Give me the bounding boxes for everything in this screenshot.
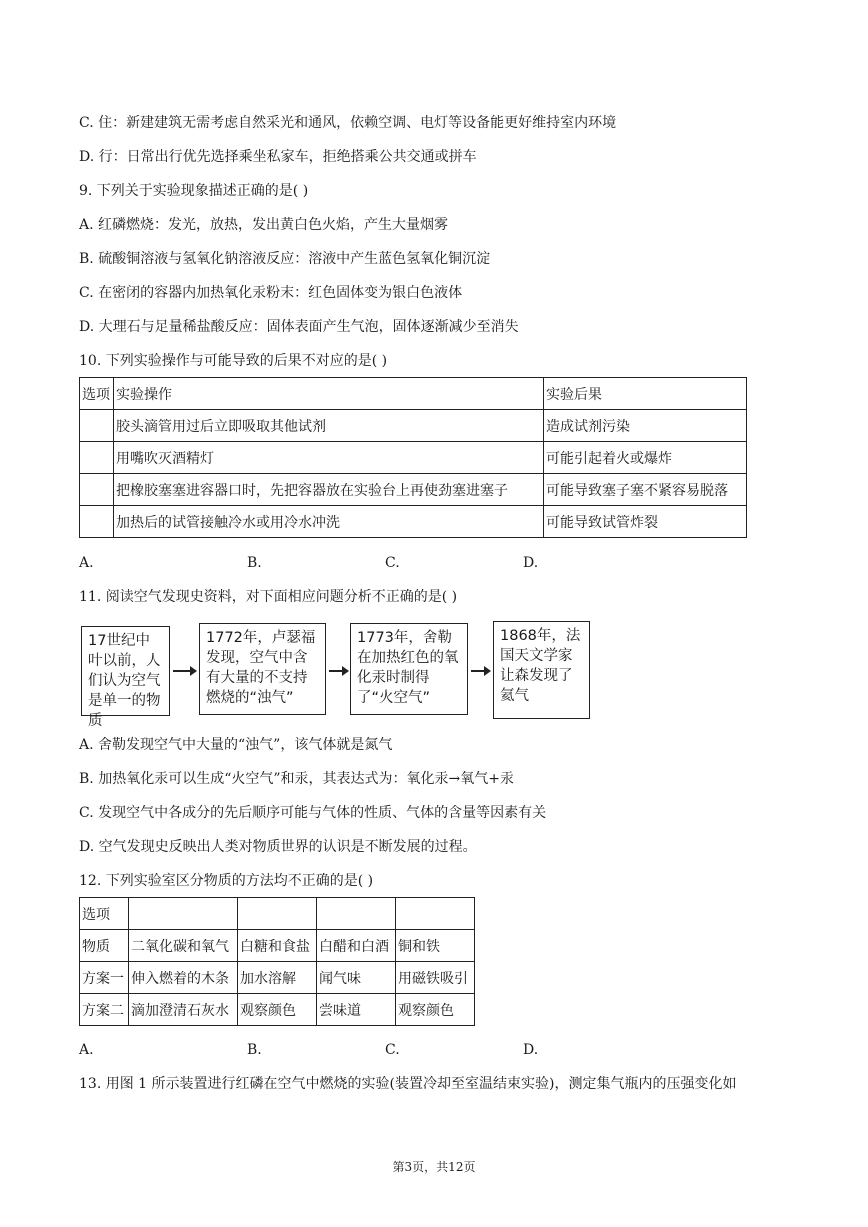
table-row bbox=[80, 506, 747, 538]
question-11: 11. 阅读空气发现史资料，对下面相应问题分析不正确的是( ) bbox=[79, 589, 458, 605]
table-row bbox=[80, 994, 475, 1026]
table-row bbox=[80, 930, 475, 962]
table-cell: 方案二 bbox=[80, 994, 129, 1026]
header-cell: 实验操作 bbox=[114, 378, 544, 410]
table-cell: 把橡胶塞塞进容器口时，先把容器放在实验台上再使劲塞进塞子 bbox=[114, 474, 544, 506]
q11-option-c: C. 发现空气中各成分的先后顺序可能与气体的性质、气体的含量等因素有关 bbox=[79, 805, 547, 821]
table-cell: 闻气味 bbox=[317, 962, 396, 994]
table-cell: 观察颜色 bbox=[238, 994, 317, 1026]
question-9: 9. 下列关于实验现象描述正确的是( ) bbox=[79, 183, 309, 199]
table-row bbox=[80, 442, 747, 474]
question-13: 13. 用图 1 所示装置进行红磷在空气中燃烧的实验(装置冷却至室温结束实验)，测定集气瓶内的压强变化如 bbox=[79, 1076, 737, 1092]
air-discovery-flowchart bbox=[79, 621, 599, 729]
option-c-line: C. 住：新建建筑无需考虑自然采光和通风，依赖空调、电灯等设备能更好维持室内环境 bbox=[79, 115, 617, 131]
table-row bbox=[80, 962, 475, 994]
table-cell: 二氧化碳和氧气 bbox=[129, 930, 238, 962]
table-cell: 造成试剂污染 bbox=[544, 410, 747, 442]
arrow-icon bbox=[329, 670, 347, 672]
table-cell bbox=[238, 898, 317, 930]
page-footer: 第3页，共12页 bbox=[392, 1160, 476, 1174]
choice-a: A. bbox=[79, 1042, 94, 1058]
table-cell bbox=[80, 474, 114, 506]
choice-d: D. bbox=[523, 1042, 539, 1058]
q11-option-d: D. 空气发现史反映出人类对物质世界的认识是不断发展的过程。 bbox=[79, 839, 477, 855]
q9-option-c: C. 在密闭的容器内加热氧化汞粉末：红色固体变为银白色液体 bbox=[79, 285, 463, 301]
header-cell: 实验后果 bbox=[544, 378, 747, 410]
table-cell: 胶头滴管用过后立即吸取其他试剂 bbox=[114, 410, 544, 442]
flow-box-3: 1773年，舍勒在加热红色的氧化汞时制得了“火空气” bbox=[350, 623, 468, 715]
q9-option-b: B. 硫酸铜溶液与氢氧化钠溶液反应：溶液中产生蓝色氢氧化铜沉淀 bbox=[79, 251, 491, 267]
table-cell: 用磁铁吸引 bbox=[396, 962, 475, 994]
choice-c: C. bbox=[385, 1042, 400, 1058]
table-cell: 铜和铁 bbox=[396, 930, 475, 962]
choice-b: B. bbox=[247, 1042, 262, 1058]
choice-b: B. bbox=[247, 555, 262, 571]
arrow-icon bbox=[173, 670, 195, 672]
option-d-line: D. 行：日常出行优先选择乘坐私家车，拒绝搭乘公共交通或拼车 bbox=[79, 149, 477, 165]
header-cell: 选项 bbox=[80, 378, 114, 410]
table-header-row bbox=[80, 378, 747, 410]
question-10: 10. 下列实验操作与可能导致的后果不对应的是( ) bbox=[79, 353, 388, 369]
table-cell bbox=[80, 442, 114, 474]
table-row bbox=[80, 898, 475, 930]
q10-table bbox=[79, 377, 747, 538]
table-row bbox=[80, 410, 747, 442]
table-cell: 选项 bbox=[80, 898, 129, 930]
table-cell bbox=[80, 506, 114, 538]
choice-c: C. bbox=[385, 555, 400, 571]
table-cell bbox=[129, 898, 238, 930]
table-cell: 物质 bbox=[80, 930, 129, 962]
q9-option-a: A. 红磷燃烧：发光，放热，发出黄白色火焰，产生大量烟雾 bbox=[79, 217, 449, 233]
table-cell: 滴加澄清石灰水 bbox=[129, 994, 238, 1026]
choice-d: D. bbox=[523, 555, 539, 571]
table-cell: 方案一 bbox=[80, 962, 129, 994]
choice-a: A. bbox=[79, 555, 94, 571]
table-cell bbox=[396, 898, 475, 930]
table-cell bbox=[317, 898, 396, 930]
table-cell: 可能引起着火或爆炸 bbox=[544, 442, 747, 474]
table-cell: 观察颜色 bbox=[396, 994, 475, 1026]
table-cell: 白醋和白酒 bbox=[317, 930, 396, 962]
table-cell: 伸入燃着的木条 bbox=[129, 962, 238, 994]
table-cell: 加水溶解 bbox=[238, 962, 317, 994]
table-cell bbox=[80, 410, 114, 442]
q11-option-a: A. 舍勒发现空气中大量的“浊气”，该气体就是氮气 bbox=[79, 737, 393, 753]
q12-table bbox=[79, 897, 475, 1026]
table-cell: 可能导致试管炸裂 bbox=[544, 506, 747, 538]
question-12: 12. 下列实验室区分物质的方法均不正确的是( ) bbox=[79, 873, 374, 889]
table-cell: 可能导致塞子塞不紧容易脱落 bbox=[544, 474, 747, 506]
q11-option-b: B. 加热氧化汞可以生成“火空气”和汞，其表达式为：氧化汞→氧气+汞 bbox=[79, 771, 514, 787]
flow-box-4: 1868年，法国天文学家让森发现了氦气 bbox=[493, 621, 590, 719]
table-row bbox=[80, 474, 747, 506]
flow-box-2: 1772年，卢瑟福发现，空气中含有大量的不支持燃烧的“浊气” bbox=[199, 623, 326, 715]
q9-option-d: D. 大理石与足量稀盐酸反应：固体表面产生气泡，固体逐渐减少至消失 bbox=[79, 319, 519, 335]
table-cell: 加热后的试管接触冷水或用冷水冲洗 bbox=[114, 506, 544, 538]
table-cell: 白糖和食盐 bbox=[238, 930, 317, 962]
flow-box-1: 17世纪中叶以前，人们认为空气是单一的物质 bbox=[81, 626, 170, 716]
table-cell: 尝味道 bbox=[317, 994, 396, 1026]
arrow-icon bbox=[471, 670, 489, 672]
table-cell: 用嘴吹灭酒精灯 bbox=[114, 442, 544, 474]
